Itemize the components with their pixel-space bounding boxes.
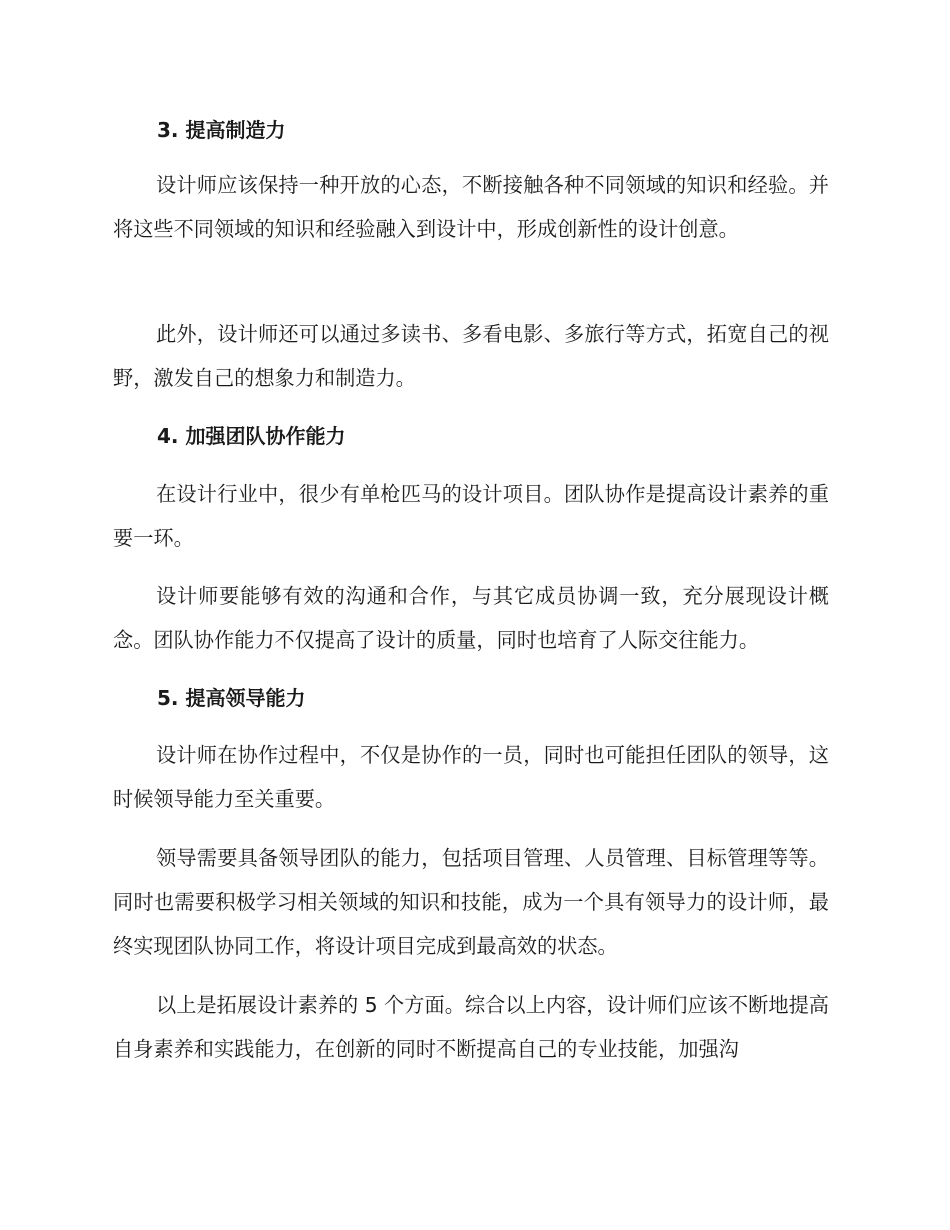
conclusion-paragraph: 以上是拓展设计素养的 5 个方面。综合以上内容，设计师们应该不断地提高自身素养和实践能力，在创新的同时不断提高自己的专业技能，加强沟 [113,993,829,1061]
paragraph: 领导需要具备领导团队的能力，包括项目管理、人员管理、目标管理等等。同时也需要积极学习相关领域的知识和技能，成为一个具有领导力的设计师，最终实现团队协同工作，将设计项目完成到最高效的状态。 [113,846,829,958]
section-heading-4: 4. 加强团队协作能力 [157,424,346,448]
paragraph: 在设计行业中，很少有单枪匹马的设计项目。团队协作是提高设计素养的重要一环。 [113,482,829,550]
section-heading-3: 3. 提高制造力 [157,118,286,142]
paragraph: 设计师应该保持一种开放的心态，不断接触各种不同领域的知识和经验。并将这些不同领域的知识和经验融入到设计中，形成创新性的设计创意。 [113,173,829,241]
section-heading-5: 5. 提高领导能力 [157,686,306,710]
paragraph: 设计师在协作过程中，不仅是协作的一员，同时也可能担任团队的领导，这时候领导能力至关重要。 [113,743,829,811]
paragraph: 此外，设计师还可以通过多读书、多看电影、多旅行等方式，拓宽自己的视野，激发自己的想象力和制造力。 [113,322,829,390]
paragraph: 设计师要能够有效的沟通和合作，与其它成员协调一致，充分展现设计概念。团队协作能力不仅提高了设计的质量，同时也培育了人际交往能力。 [113,584,829,652]
